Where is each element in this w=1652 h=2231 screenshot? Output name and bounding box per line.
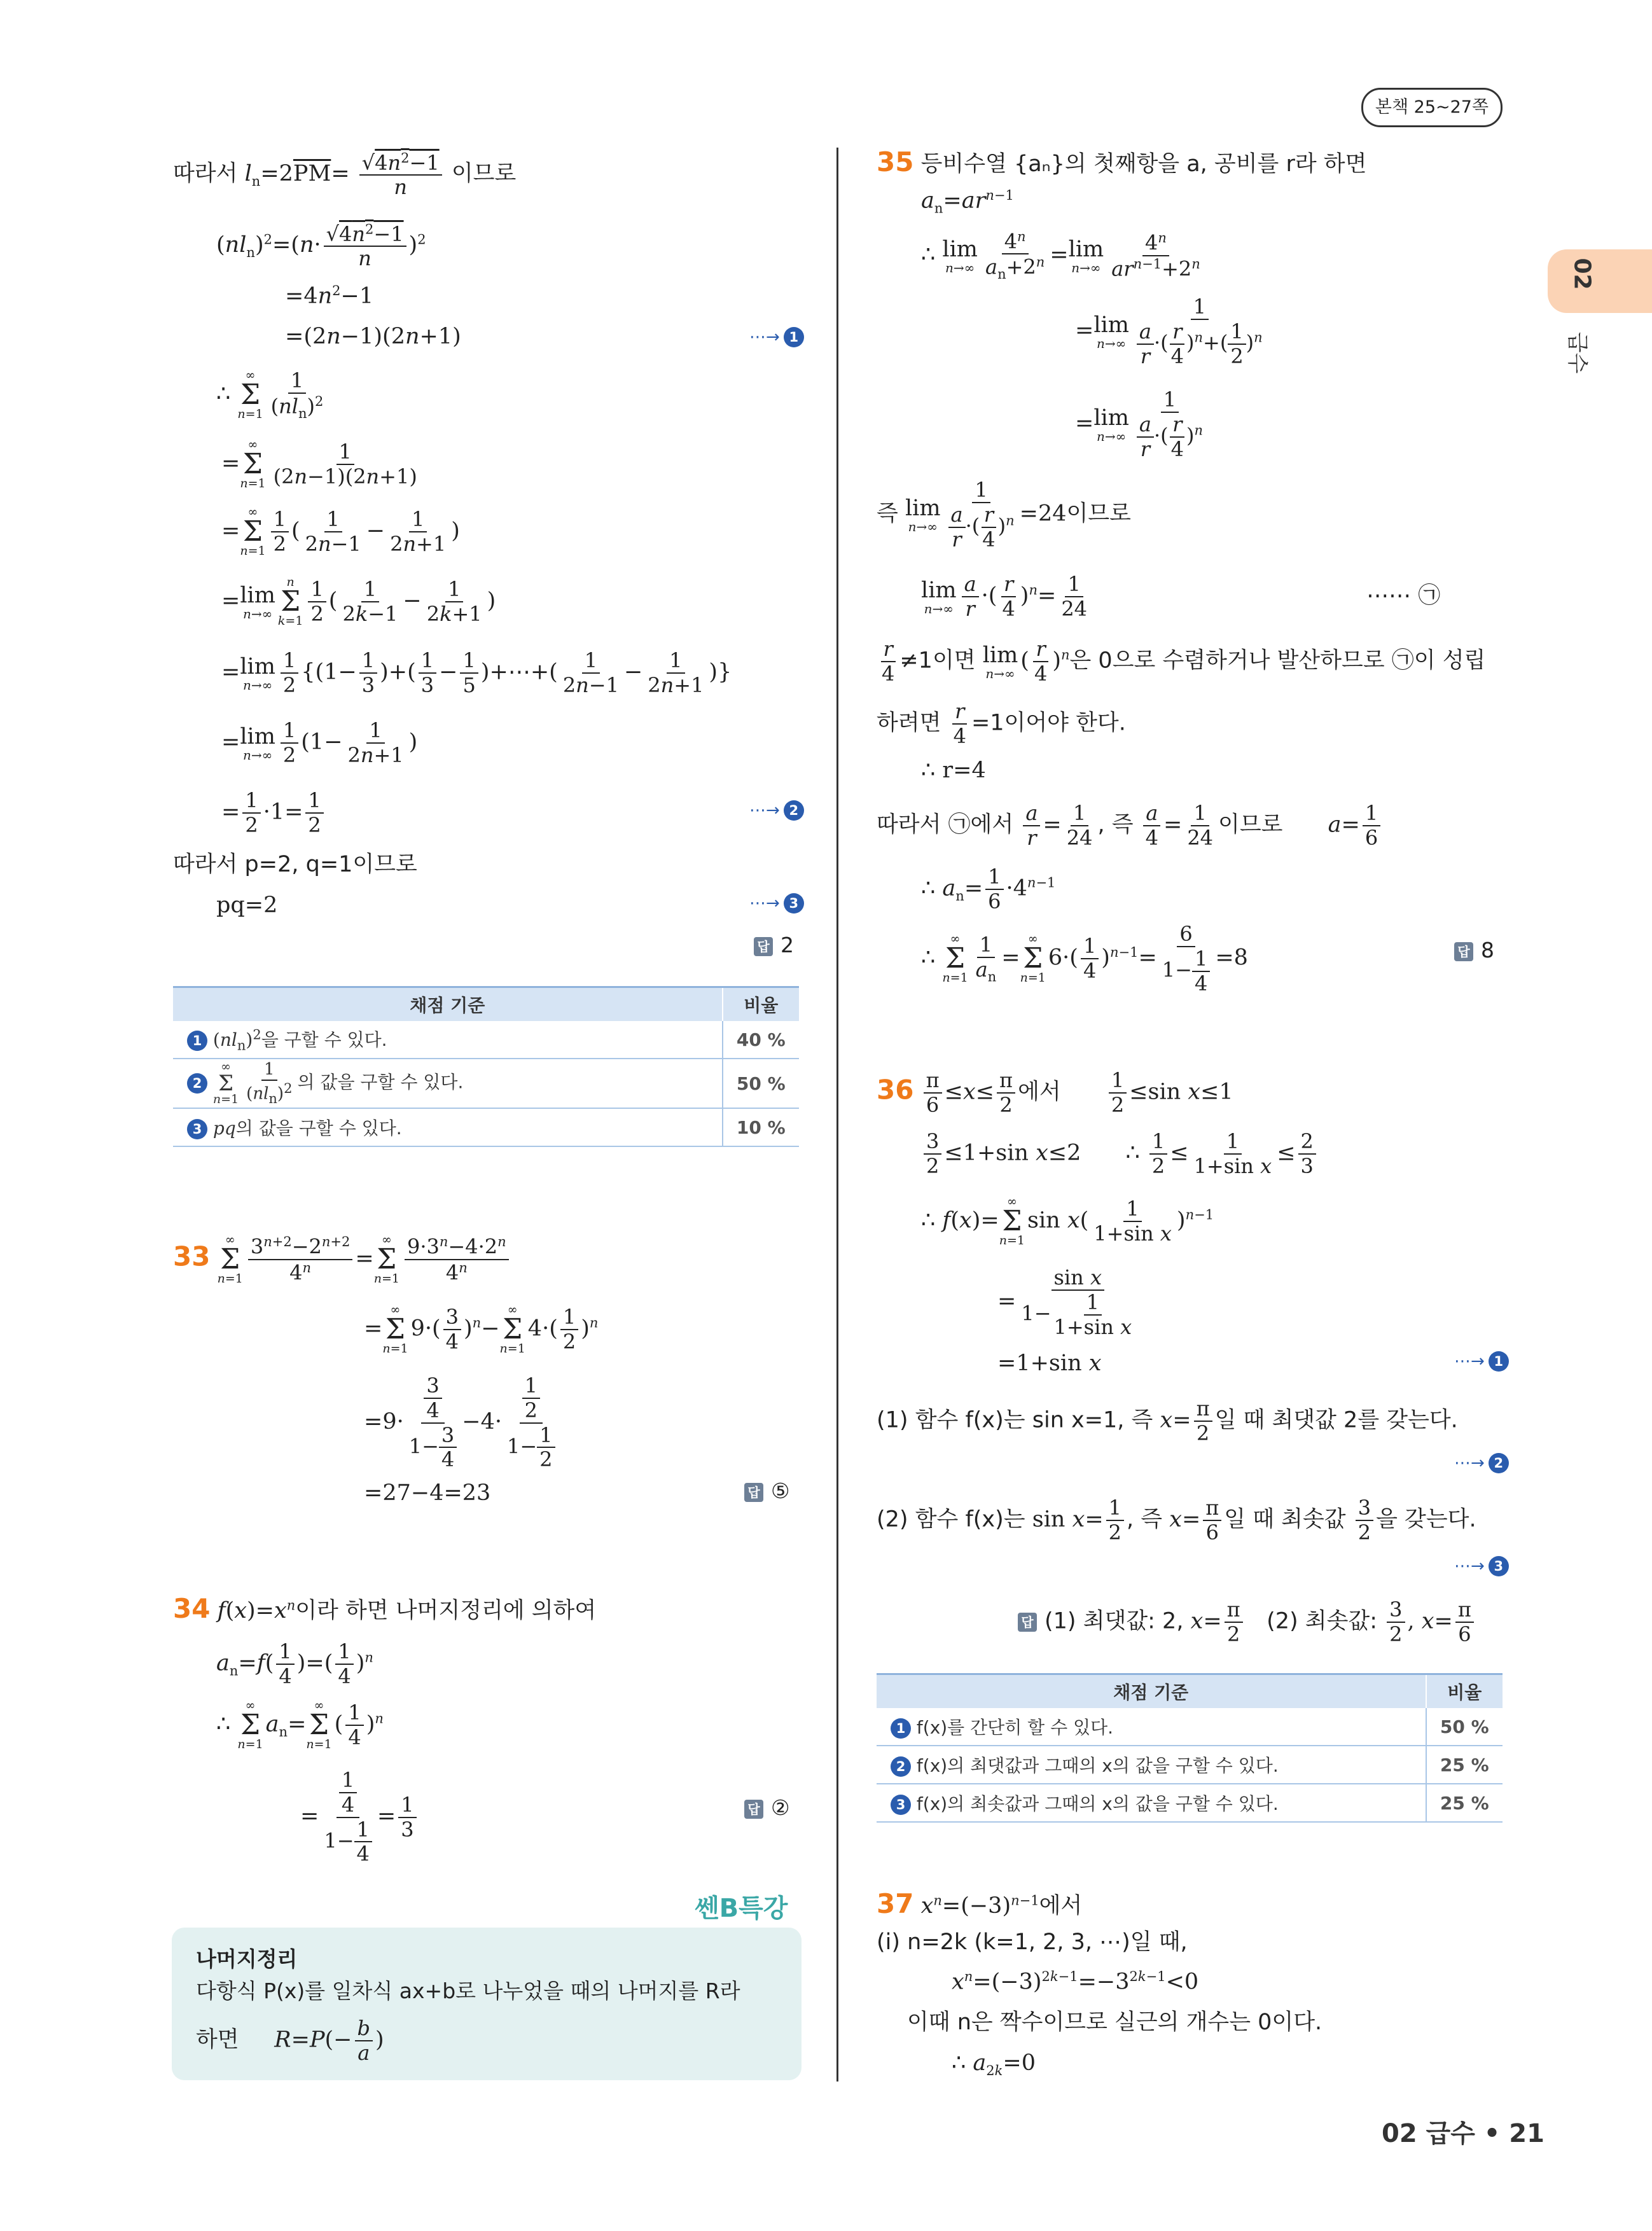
mark-3-left: ⋯→ 3 (749, 893, 804, 914)
p35-line-12: ∴ $a_n=$ $\frac{1}{6}$ $\cdot 4^{n-1}$ (921, 865, 1056, 914)
p35-line-2: $a_n=ar^{n-1}$ (921, 188, 1014, 216)
l-text-ttaraseo: 따라서 (173, 161, 238, 187)
chapter-label: 급수 (1564, 331, 1590, 374)
table36-header-rate: 비율 (1426, 1674, 1503, 1709)
l-line-8: = lim n→∞ n Σ k=1 $\frac{1}{2}$ ( $\frac{1}{2k-1}$ − $\frac{1}{2k+1}$ ) (221, 575, 496, 628)
p36-line-2: $\frac{3}{2}$ ≤1+sin x≤2 ∴ $\frac{1}{2}$ ≤ $\frac{1}{\text{1+sin x}}$ ≤ $\frac{2}{3}$ (921, 1130, 1319, 1178)
p36-item2-text: (2) 함수 f(x)는 (877, 1506, 1025, 1533)
table-row (877, 1708, 1503, 1746)
p35-line-1 (877, 148, 1366, 177)
tip-label: 쎈B특강 (695, 1894, 788, 1923)
p34-intro-text: 이라 하면 나머지정리에 의하여 (295, 1598, 597, 1623)
l-line-3: $=4n^2-1$ (285, 283, 374, 309)
p36-line-7: (2) 함수 f(x)는 sin x= $\frac{1}{2}$ , 즉 x= $\frac{\pi}{6}$ 일 때 최솟값 $\frac{3}{2}$ 을 갖는다. (877, 1496, 1476, 1545)
p35-line-10: ∴ r=4 (921, 758, 986, 783)
row-text: f(x)의 최댓값과 그때의 x의 값을 구할 수 있다. (916, 1755, 1279, 1776)
table36-header-criteria: 채점 기준 (877, 1674, 1426, 1709)
answer-icon: 답 (744, 1800, 763, 1819)
answer-36-a: (1) 최댓값: 2, (1045, 1608, 1184, 1634)
p36-line-3: ∴ f(x)= ∞ Σ n=1 sin x( $\frac{1}{\text{1+sin x}}$ )$^{n-1}$ (921, 1195, 1214, 1248)
p35-line-8: $\frac{r}{4}$ ≠1이면 lim n→∞ ( $\frac{r}{4}$ )$^n$은 0으로 수렴하거나 발산하므로 ㉠이 성립 (882, 637, 1486, 686)
page-footer: 02 급수 • 21 (1382, 2119, 1544, 2148)
row-num-badge: 2 (187, 1073, 207, 1094)
mark-2-right: ⋯→ 2 (1454, 1453, 1509, 1473)
p34-line-1: 34 $f(x)=x^n$이라 하면 나머지정리에 의하여 (173, 1593, 597, 1624)
chapter-side-tab (1548, 249, 1652, 313)
p35-line-7: lim n→∞ $\frac{a}{r}$ ·( $\frac{r}{4}$ )$^n$= $\frac{1}{24}$ ⋯⋯ ㉠ (921, 572, 1441, 621)
answer-36: 답 (1) 최댓값: 2, x= $\frac{\pi}{2}$ (2) 최솟값: $\frac{3}{2}$ , x= $\frac{\pi}{6}$ (1018, 1598, 1476, 1646)
problem-36-number: 36 (877, 1074, 914, 1106)
mark-1-left: ⋯→ 1 (749, 327, 804, 347)
book-reference-badge: 본책 25~27쪽 (1361, 88, 1503, 127)
l-line-9: = lim n→∞ $\frac{1}{2}$ {(1− $\frac{1}{3}$ )+( $\frac{1}{3}$ − $\frac{1}{5}$ )+⋯+( $\frac{1}{2n-1}$ − $\frac{1}{2n+1}$ )} (221, 648, 732, 697)
tip-text-2: 하면 R=P(− $\frac{b}{a}$ ) (196, 2016, 384, 2065)
row-text: f(x)의 최솟값과 그때의 x의 값을 구할 수 있다. (916, 1793, 1279, 1814)
row-num-badge: 3 (187, 1119, 207, 1139)
table-row: 1 $(nl_n)^2$을 구할 수 있다. 40 % (173, 1021, 799, 1059)
tip-title: 나머지정리 (196, 1947, 298, 1971)
tip-text-1: 다항식 P(x)를 일차식 ax+b로 나누었을 때의 나머지를 R라 (196, 1978, 740, 2003)
l-line-10: = lim n→∞ $\frac{1}{2}$ (1− $\frac{1}{2n+1}$ ) (221, 718, 418, 767)
p35-line-11: 따라서 ㉠에서 $\frac{a}{r}$ = $\frac{1}{24}$ , 즉 $\frac{a}{4}$ = $\frac{1}{24}$ 이므로 a= $\frac{1}{6}$ (877, 802, 1383, 850)
p35-line-5: = lim n→∞ 1 $\frac{a}{r}$ ·( $\frac{r}{4}$ )$^n$ (1075, 387, 1204, 461)
p33-line-1: 33 ∞ Σ n=1 $\frac{3^{n+2}-2^{n+2}}{4^n}$ = ∞ Σ n=1 $\frac{9\cdot 3^n-4\cdot 2^n}{4^n}$ (173, 1234, 511, 1285)
row-num-badge: 1 (891, 1718, 911, 1739)
p37-line-5: ∴ $a_{2k}=0$ (952, 2050, 1036, 2078)
row-rate: 50 % (1426, 1708, 1503, 1746)
table-row (877, 1746, 1503, 1784)
row-rate: 25 % (1426, 1746, 1503, 1784)
l-line-5: ∴ ∞ Σ n=1 $\frac{1}{(nl_n)^2}$ (216, 368, 324, 421)
row-rate: 25 % (1426, 1784, 1503, 1822)
p34-line-4: = $\frac{1}{4}$ 1− $\frac{1}{4}$ = $\frac{1}{3}$ (300, 1769, 419, 1866)
answer-icon: 답 (1454, 942, 1473, 961)
l-line-12: 따라서 p=2, q=1이므로 (173, 852, 417, 877)
p35-line-9: 하려면 $\frac{r}{4}$ =1이어야 한다. (877, 699, 1126, 748)
table32-header-rate: 비율 (723, 987, 799, 1022)
p35-line-6: 즉 lim n→∞ 1 $\frac{a}{r}$ ·( $\frac{r}{4}$ )$^n$ =24이므로 (877, 478, 1131, 552)
p34-line-3: ∴ ∞ Σ n=1 $a_n=$ ∞ Σ n=1 ( $\frac{1}{4}$ )$^n$ (216, 1699, 384, 1751)
p37-line-4: 이때 n은 짝수이므로 실근의 개수는 0이다. (907, 2010, 1322, 2035)
answer-35 (1454, 938, 1494, 963)
p33-line-3: =9· $\frac{3}{4}$ 1− $\frac{3}{4}$ −4· $\frac{1}{2}$ 1− $\frac{1}{2}$ (364, 1374, 560, 1471)
p36-item1-end: 일 때 최댓값 2를 갖는다. (1214, 1407, 1458, 1433)
row-text: 을 구할 수 있다. (261, 1029, 387, 1050)
row-num-badge: 1 (187, 1031, 207, 1051)
answer-34-value: ② (771, 1795, 790, 1820)
l-line-13: pq=2 (216, 893, 278, 918)
problem-33-number: 33 (173, 1241, 211, 1272)
grading-table-36 (877, 1673, 1503, 1823)
row-num-badge: 3 (891, 1795, 911, 1815)
p36-line-4: = sin x 1− $\frac{1}{\text{1+sin x}}$ (997, 1265, 1132, 1339)
p33-line-2: = ∞ Σ n=1 9·( $\frac{3}{4}$ )$^n$− ∞ Σ n=1 4·( $\frac{1}{2}$ )$^n$ (364, 1303, 599, 1356)
l-line-4: =(2n−1)(2n+1) (285, 324, 461, 349)
mark-1-right: ⋯→ 1 (1454, 1351, 1509, 1372)
chapter-number: 02 (1569, 258, 1595, 290)
l-line-6: = ∞ Σ n=1 $\frac{1}{(2n-1)(2n+1)}$ (221, 438, 417, 490)
row-text: 의 값을 구할 수 있다. (235, 1118, 402, 1139)
problem-37-number: 37 (877, 1888, 914, 1919)
l-line-7: = ∞ Σ n=1 $\frac{1}{2}$ ( $\frac{1}{2n-1}$ − $\frac{1}{2n+1}$ ) (221, 505, 460, 558)
row-rate: 40 % (723, 1021, 799, 1059)
problem-35-number: 35 (877, 146, 914, 177)
column-divider (836, 148, 838, 2082)
mark-2-left: ⋯→ 2 (749, 800, 804, 821)
l-text-imeuro: 이므로 (451, 161, 517, 187)
p36-line-1: 36 $\frac{\pi}{6}$ ≤x≤ $\frac{\pi}{2}$ 에서 $\frac{1}{2}$ ≤sin x≤1 (877, 1068, 1233, 1117)
p34-line-2: $a_n=f$( $\frac{1}{4}$ )=( $\frac{1}{4}$ )$^n$ (216, 1639, 373, 1688)
row-text: 의 값을 구할 수 있다. (297, 1071, 464, 1093)
row-rate: 50 % (723, 1059, 799, 1108)
p37-line-3: $x^n=(-3)^{2k-1}=-3^{2k-1}<0$ (952, 1969, 1199, 1995)
grading-table-32 (173, 986, 799, 1147)
row-num-badge: 2 (891, 1756, 911, 1777)
answer-34 (744, 1795, 790, 1820)
table32-header-criteria: 채점 기준 (173, 987, 723, 1022)
mark-3-right: ⋯→ 3 (1454, 1556, 1509, 1576)
answer-32-value: 2 (781, 933, 794, 957)
p35-intro-text: 등비수열 {aₙ}의 첫째항을 a, 공비를 r라 하면 (920, 151, 1367, 177)
p35-text-r1: ≠1이면 (899, 648, 976, 674)
p33-line-4: =27−4=23 (364, 1480, 491, 1506)
l-line-11: = $\frac{1}{2}$ ·1= $\frac{1}{2}$ (221, 789, 326, 837)
answer-icon: 답 (744, 1483, 763, 1502)
tip-text-2-label: 하면 (196, 2027, 239, 2053)
p36-item2-end: 을 갖는다. (1376, 1506, 1476, 1533)
table-row: 2 ∞ Σ n=1 $\frac{1}{(nl_n)^2}$ 의 값을 구할 수 있다. 50 % (173, 1059, 799, 1108)
answer-36-b: (2) 최솟값: (1267, 1608, 1378, 1634)
p37-line-1: 37 $x^n=(-3)^{n-1}$에서 (877, 1888, 1083, 1919)
p36-line-5: =1+sin x (997, 1351, 1102, 1376)
p35-line-13: ∴ ∞ Σ n=1 $\frac{1}{a_n}$ = ∞ Σ n=1 6·( $\frac{1}{4}$ )$^{n-1}$= 6 1− $\frac{1}{4}$ =8 (921, 922, 1248, 996)
p35-text-r3: 하려면 (877, 710, 941, 736)
p37-line-2: (i) n=2k (k=1, 2, 3, ⋯)일 때, (877, 1929, 1188, 1955)
p35-line-4: = lim n→∞ 1 $\frac{a}{r}$ ·( $\frac{r}{4}$ )$^n$+( $\frac{1}{2}$ )$^n$ (1075, 295, 1263, 368)
answer-33-value: ⑤ (771, 1478, 790, 1503)
p36-line-6: (1) 함수 f(x)는 sin x=1, 즉 x= $\frac{\pi}{2}$ 일 때 최댓값 2를 갖는다. (877, 1396, 1458, 1445)
l-line-1: 따라서 $l_n=2\overline{PM}=$ $\frac{√4n^2-1}{n}$ 이므로 (173, 150, 517, 200)
table-row (877, 1784, 1503, 1822)
problem-34-number: 34 (173, 1593, 211, 1624)
row-text: f(x)를 간단히 할 수 있다. (916, 1717, 1114, 1738)
answer-35-value: 8 (1481, 938, 1494, 963)
row-rate: 10 % (723, 1108, 799, 1146)
p35-text-r4: =1이어야 한다. (971, 710, 1126, 736)
p35-text-r2: 은 0으로 수렴하거나 발산하므로 ㉠이 성립 (1069, 648, 1486, 674)
answer-32 (754, 933, 794, 957)
l-line-2: $(nl_n)^2=(n\cdot$ $\frac{√4n^2-1}{n}$ )$^2$ (216, 221, 426, 271)
table-row: 3 pq의 값을 구할 수 있다. 10 % (173, 1108, 799, 1146)
answer-icon: 답 (1018, 1613, 1037, 1632)
answer-33 (744, 1478, 790, 1503)
answer-icon: 답 (754, 937, 773, 956)
p36-item1-text: (1) 함수 f(x)는 sin x=1, 즉 (877, 1407, 1153, 1433)
p35-line-3: ∴ lim n→∞ $\frac{4^n}{a_n+2^n}$ = lim n→∞ $\frac{4^n}{ar^{n-1}+2^n}$ (921, 229, 1200, 282)
